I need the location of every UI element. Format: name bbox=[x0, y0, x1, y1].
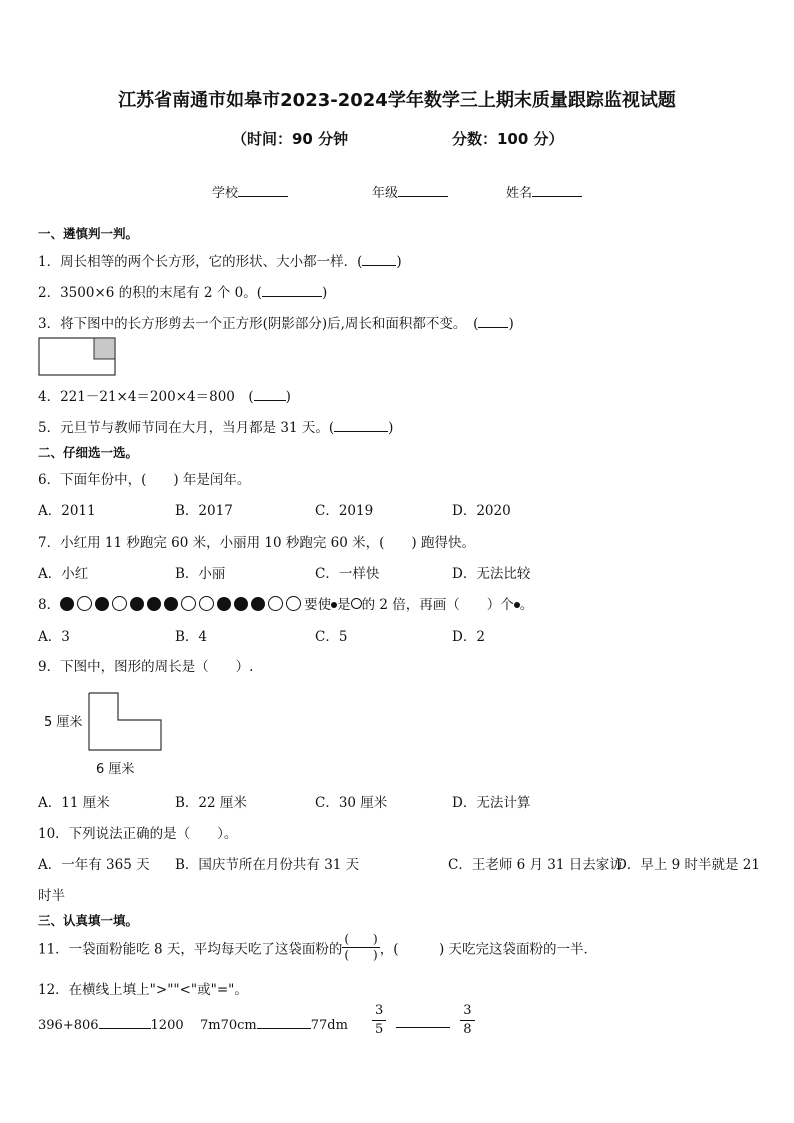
compare-item-1 bbox=[38, 1015, 184, 1033]
question-7: 7．小红用 11 秒跑完 60 米，小丽用 10 秒跑完 60 米，( ) 跑得快。 bbox=[38, 535, 475, 551]
question-4-blank[interactable] bbox=[254, 387, 286, 401]
question-1-close: ) bbox=[396, 254, 402, 270]
l-shape-figure bbox=[88, 692, 164, 752]
question-1 bbox=[38, 250, 402, 270]
white-circle-icon bbox=[181, 596, 196, 611]
section-3-heading: 三、认真填一填。 bbox=[38, 913, 139, 928]
question-9: 9．下图中，图形的周长是（ ）. bbox=[38, 659, 254, 675]
section-1-heading: 一、遴慎判一判。 bbox=[38, 226, 139, 241]
small-white-circle-icon bbox=[351, 598, 362, 609]
fraction-3-5-den: 5 bbox=[375, 1022, 384, 1037]
l-shape-outline bbox=[89, 693, 161, 750]
question-5 bbox=[38, 416, 393, 436]
grade-blank[interactable] bbox=[398, 184, 448, 197]
black-dot-icon bbox=[234, 597, 248, 611]
white-circle-icon bbox=[286, 596, 301, 611]
white-circle-icon bbox=[77, 596, 92, 611]
black-dot-icon bbox=[147, 597, 161, 611]
compare-1-blank[interactable] bbox=[99, 1015, 151, 1029]
grade-label: 年级 bbox=[372, 186, 399, 201]
question-8-text-d: 。 bbox=[519, 597, 534, 613]
fraction-denominator[interactable]: ( ) bbox=[344, 948, 378, 962]
black-dot-icon bbox=[95, 597, 109, 611]
fraction-3-8-num: 3 bbox=[460, 1002, 474, 1021]
question-3-close: ) bbox=[508, 316, 514, 332]
question-7-option-a[interactable]: A．小红 bbox=[38, 566, 89, 582]
fraction-three-fifths bbox=[372, 1002, 386, 1039]
question-7-option-b[interactable]: B．小丽 bbox=[175, 566, 226, 582]
white-circle-icon bbox=[112, 596, 127, 611]
rectangle-figure bbox=[38, 337, 118, 377]
compare-2-right: 77dm bbox=[310, 1018, 348, 1033]
question-2-close: ) bbox=[321, 285, 328, 301]
white-circle-icon bbox=[268, 596, 283, 611]
question-6-option-d[interactable]: D．2020 bbox=[452, 503, 511, 519]
question-4 bbox=[38, 385, 291, 405]
question-11-text-a: 11．一袋面粉能吃 8 天，平均每天吃了这袋面粉的 bbox=[38, 941, 343, 958]
section-2-heading: 二、仔细选一选。 bbox=[38, 445, 139, 460]
question-2-blank[interactable] bbox=[262, 283, 322, 297]
question-7-option-c[interactable]: C．一样快 bbox=[315, 566, 380, 582]
question-3-blank[interactable] bbox=[478, 314, 508, 328]
black-dot-icon bbox=[164, 597, 178, 611]
exam-score: 分数：100 分） bbox=[452, 130, 564, 148]
school-label: 学校 bbox=[212, 186, 239, 201]
question-6-option-a[interactable]: A．2011 bbox=[38, 503, 96, 519]
shape-width-label: 6 厘米 bbox=[96, 762, 135, 777]
question-9-option-d[interactable]: D．无法计算 bbox=[452, 795, 531, 811]
question-12: 12．在横线上填上">""<"或"="。 bbox=[38, 982, 248, 998]
question-10-option-b[interactable]: B．国庆节所在月份共有 31 天 bbox=[175, 857, 360, 873]
question-9-option-c[interactable]: C．30 厘米 bbox=[315, 795, 388, 811]
question-1-text: 1．周长相等的两个长方形，它的形状、大小都一样．( bbox=[38, 254, 363, 270]
black-dot-icon bbox=[130, 597, 144, 611]
question-8-option-d[interactable]: D．2 bbox=[452, 629, 485, 645]
fraction-numerator[interactable]: ( ) bbox=[344, 932, 378, 946]
question-4-text: 4．221－21×4＝200×4＝800 ( bbox=[38, 389, 254, 405]
question-8-option-a[interactable]: A．3 bbox=[38, 629, 70, 645]
question-5-close: ) bbox=[388, 420, 394, 436]
compare-1-right: 1200 bbox=[150, 1018, 184, 1033]
fraction-3-8-den: 8 bbox=[463, 1022, 472, 1037]
question-2 bbox=[38, 281, 327, 301]
question-10: 10．下列说法正确的是（ ）。 bbox=[38, 826, 238, 842]
shape-height-label: 5 厘米 bbox=[44, 715, 83, 730]
fraction-3-5-num: 3 bbox=[372, 1002, 386, 1021]
question-10-option-d-wrap: 时半 bbox=[38, 888, 65, 904]
compare-item-2 bbox=[200, 1015, 348, 1033]
question-8-text-c: 的 2 倍，再画（ ）个 bbox=[361, 597, 514, 613]
name-label: 姓名 bbox=[506, 186, 533, 201]
white-circle-icon bbox=[199, 596, 214, 611]
question-5-blank[interactable] bbox=[334, 418, 388, 432]
question-8-text-a: 要使 bbox=[304, 597, 332, 613]
question-3 bbox=[38, 312, 514, 332]
compare-3-blank[interactable] bbox=[396, 1014, 450, 1028]
compare-2-left: 7m70cm bbox=[200, 1018, 257, 1033]
question-3-text: 3．将下图中的长方形剪去一个正方形(阴影部分)后,周长和面积都不变。 ( bbox=[38, 316, 479, 332]
question-2-text: 2．3500×6 的积的末尾有 2 个 0。( bbox=[38, 285, 262, 301]
grade-field bbox=[372, 182, 448, 201]
question-10-option-a[interactable]: A．一年有 365 天 bbox=[38, 857, 150, 873]
question-11 bbox=[38, 932, 597, 963]
question-8-option-b[interactable]: B．4 bbox=[175, 629, 208, 645]
black-dot-icon bbox=[60, 597, 74, 611]
name-blank[interactable] bbox=[532, 184, 582, 197]
question-11-fraction[interactable] bbox=[342, 932, 379, 963]
question-8 bbox=[38, 593, 533, 613]
shaded-square bbox=[94, 338, 115, 359]
question-6-option-c[interactable]: C．2019 bbox=[315, 503, 374, 519]
question-6-option-b[interactable]: B．2017 bbox=[175, 503, 233, 519]
question-10-option-c[interactable]: C．王老师 6 月 31 日去家访 bbox=[448, 857, 623, 873]
question-7-option-d[interactable]: D．无法比较 bbox=[452, 566, 531, 582]
question-8-option-c[interactable]: C．5 bbox=[315, 629, 348, 645]
question-6: 6．下面年份中，( ) 年是闰年。 bbox=[38, 472, 251, 488]
exam-time: （时间：90 分钟 bbox=[232, 130, 349, 148]
question-9-option-a[interactable]: A．11 厘米 bbox=[38, 795, 110, 811]
fraction-three-eighths bbox=[460, 1002, 474, 1039]
question-1-blank[interactable] bbox=[362, 252, 396, 266]
compare-1-left: 396+806 bbox=[38, 1018, 99, 1033]
question-8-prefix: 8． bbox=[38, 597, 61, 613]
school-field bbox=[212, 182, 288, 201]
question-9-option-b[interactable]: B．22 厘米 bbox=[175, 795, 247, 811]
question-8-text-b: 是 bbox=[337, 597, 351, 613]
question-4-close: ) bbox=[285, 389, 291, 405]
page-title: 江苏省南通市如皋市2023-2024学年数学三上期末质量跟踪监视试题 bbox=[118, 90, 676, 111]
compare-2-blank[interactable] bbox=[257, 1015, 311, 1029]
question-10-option-d[interactable]: D．早上 9 时半就是 21 bbox=[616, 857, 760, 873]
school-blank[interactable] bbox=[238, 184, 288, 197]
black-dot-icon bbox=[217, 597, 231, 611]
question-5-text: 5．元旦节与教师节同在大月，当月都是 31 天。( bbox=[38, 420, 335, 436]
name-field bbox=[506, 182, 582, 201]
question-11-text-b: ，( ) 天吃完这袋面粉的一半． bbox=[379, 941, 598, 958]
dot-sequence bbox=[60, 597, 304, 613]
compare-item-3 bbox=[372, 1002, 475, 1039]
black-dot-icon bbox=[251, 597, 265, 611]
